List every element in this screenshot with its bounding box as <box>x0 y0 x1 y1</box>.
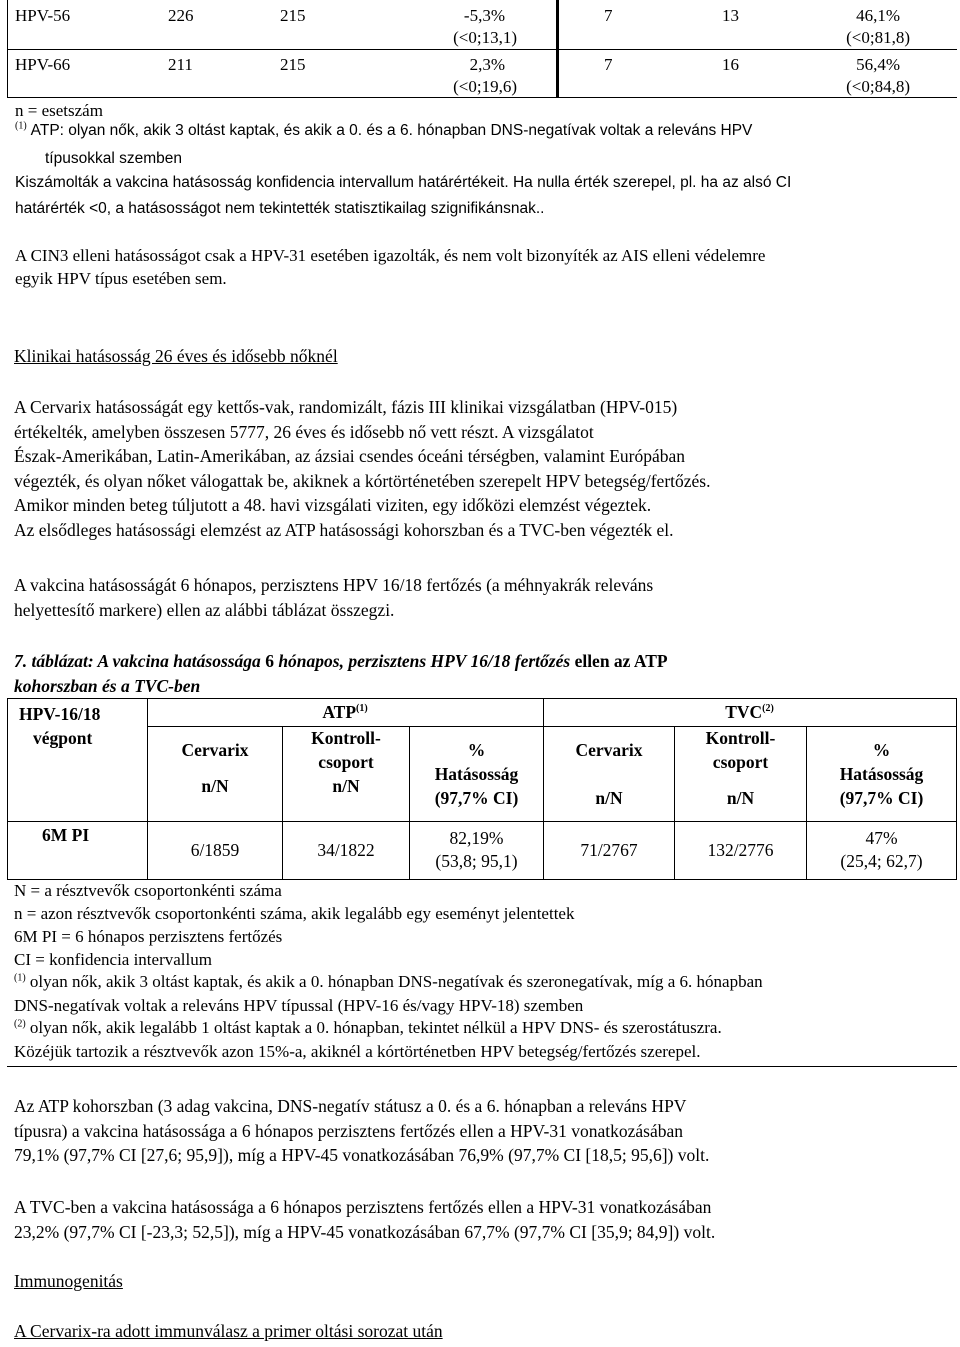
paragraph-line: Amikor minden beteg túljutott a 48. havi vizsgálati viziten, egy időközi elemzést végeztek. <box>14 495 652 515</box>
header-ci: (97,7% CI) <box>434 788 519 808</box>
table-row-label: HPV-56 <box>15 6 71 25</box>
table-note: N = a résztvevők csoportonkénti száma <box>14 881 282 900</box>
table-note: határérték <0, a hatásosságot nem tekintették statisztikailag szignifikánsnak.. <box>15 200 545 217</box>
table-cell: 215 <box>280 6 306 25</box>
table-cell: 211 <box>168 55 193 74</box>
section-heading: A Cervarix-ra adott immunválasz a primer oltási sorozat után <box>14 1321 443 1341</box>
paragraph-line: típusra) a vakcina hatásossága a 6 hónapos perzisztens fertőzés ellen a HPV-31 vonatkozásában <box>14 1120 683 1141</box>
table-row-label: HPV-66 <box>15 55 71 74</box>
table-cell: 47% <box>865 828 898 848</box>
paragraph-line: végezték, és olyan nőket válogattak be, akiknek a kórtörténetében szerepelt HPV betegség/fertőzés. <box>14 470 711 491</box>
header-label: TVC <box>725 702 763 722</box>
footnote <box>15 122 752 140</box>
paragraph <box>14 1195 954 1244</box>
footnote-mark: (2) <box>762 703 774 715</box>
paragraph-line: Az elsődleges hatásossági elemzést az ATP hatásossági kohorszban és a TVC-ben végezték el. <box>14 519 674 540</box>
header-hatasossag: Hatásosság <box>839 764 924 784</box>
footnote-text: olyan nők, akik legalább 1 oltást kaptak a 0. hónapban, tekintet nélkül a HPV DNS- és szerostátuszra. <box>29 1018 722 1037</box>
paragraph-line: 23,2% (97,7% CI [-23,3; 52,5]), míg a HPV-45 vonatkozásában 67,7% (97,7% CI [35,9; 84,9]) volt. <box>14 1221 716 1242</box>
header-kontroll: csoport <box>712 752 769 772</box>
table-cell: 2,3% <box>469 55 505 74</box>
header-tvc <box>543 702 956 723</box>
table-caption-line2: kohorszban és a TVC-ben <box>14 676 201 696</box>
table-cell: (53,8; 95,1) <box>435 851 518 871</box>
table-cell: (<0;13,1) <box>453 28 517 47</box>
footnote-text: Közéjük tartozik a résztvevők azon 15%-a, akiknél a kórtörténetben HPV betegség/fertőzés szerepel. <box>14 1042 701 1061</box>
table-cell: 71/2767 <box>580 840 638 860</box>
header-hatasossag: Hatásosság <box>434 764 519 784</box>
table-note: 6M PI = 6 hónapos perzisztens fertőzés <box>14 927 283 946</box>
table-note: egyik HPV típus esetében sem. <box>15 269 227 288</box>
header-nn: n/N <box>332 776 360 796</box>
header-cell: HPV-16/18 <box>19 704 101 724</box>
table-cell: (<0;19,6) <box>453 77 517 96</box>
table-row-label: 6M PI <box>42 825 90 845</box>
table-border <box>7 698 8 880</box>
caption-text: ellen az ATP <box>574 651 668 671</box>
table-cell: 13 <box>722 6 739 25</box>
footnote-text: ATP: olyan nők, akik 3 oltást kaptak, és akik a 0. és a 6. hónapban DNS-negatívak voltak a releváns HPV <box>30 122 753 139</box>
top-table-line <box>7 97 957 98</box>
header-nn: n/N <box>595 788 623 808</box>
table-cell: 7 <box>604 55 613 74</box>
footnote-mark: (1) <box>14 972 26 984</box>
table-cell: (<0;84,8) <box>846 77 910 96</box>
table-note: A CIN3 elleni hatásosságot csak a HPV-31 esetében igazolták, és nem volt bizonyíték az AIS elleni védelemre <box>15 246 766 265</box>
header-nn: n/N <box>726 788 755 808</box>
table-note: n = azon résztvevők csoportonkénti száma, akik legalább egy eseményt jelentettek <box>14 904 575 923</box>
header-kontroll: Kontroll- <box>705 728 776 748</box>
paragraph-line: Észak-Amerikában, Latin-Amerikában, az ázsiai csendes óceáni térségben, valamint Európában <box>14 446 686 466</box>
table-caption <box>14 651 668 672</box>
header-cervarix: Cervarix <box>181 740 249 760</box>
table-cell: 82,19% <box>449 828 504 848</box>
caption-text: 6 <box>265 651 274 671</box>
table-cell: 7 <box>604 6 613 25</box>
top-table-line <box>7 49 957 50</box>
footnote-mark: (1) <box>15 120 27 132</box>
paragraph-line: értékelték, amelyben összesen 5777, 26 éves és idősebb nő vett részt. A vizsgálatot <box>14 421 594 442</box>
section-heading: Klinikai hatásosság 26 éves és idősebb nőknél <box>14 346 338 366</box>
table-note-underline <box>7 1066 957 1067</box>
table-border <box>147 726 957 727</box>
table-border <box>7 821 957 822</box>
footnote-mark: (1) <box>356 703 368 715</box>
table-cell: 56,4% <box>856 55 900 74</box>
paragraph-line: A vakcina hatásosságát 6 hónapos, perzisztens HPV 16/18 fertőzés (a méhnyakrák releváns <box>14 575 654 595</box>
paragraph-line: A Cervarix hatásosságát egy kettős-vak, randomizált, fázis III klinikai vizsgálatban (HPV-015) <box>14 397 678 417</box>
table-cell: 46,1% <box>856 6 900 25</box>
paragraph-line: Az ATP kohorszban (3 adag vakcina, DNS-negatív státusz a 0. és a 6. hónapban a releváns HPV <box>14 1096 687 1116</box>
header-cervarix: Cervarix <box>575 740 643 760</box>
header-cell: végpont <box>33 728 93 748</box>
table-cell: 215 <box>280 55 306 74</box>
header-pct: % <box>872 740 891 760</box>
table-cell: 226 <box>168 6 194 25</box>
table-note: n = esetszám <box>15 101 103 120</box>
header-label: ATP <box>322 702 357 722</box>
caption-text: hónapos, perzisztens HPV 16/18 fertőzés <box>278 651 571 671</box>
header-pct: % <box>467 740 486 760</box>
paragraph-line: helyettesítő markere) ellen az alábbi táblázat összegzi. <box>14 599 395 620</box>
footnote-text: DNS-negatívak voltak a releváns HPV típussal (HPV-16 és/vagy HPV-18) szemben <box>14 996 584 1015</box>
paragraph-line: 79,1% (97,7% CI [27,6; 95,9]), míg a HPV-45 vonatkozásában 76,9% (97,7% CI [18,5; 95,6]) volt. <box>14 1145 710 1165</box>
caption-number: 7. <box>14 651 28 671</box>
table-border <box>7 698 956 699</box>
paragraph <box>14 573 954 622</box>
paragraph <box>14 1094 954 1168</box>
footnote-text: olyan nők, akik 3 oltást kaptak, és akik a 0. hónapban DNS-negatívak és szeronegatívak, míg a 6. hónapban <box>29 972 763 991</box>
table-cell: 34/1822 <box>317 840 375 860</box>
table-cell: (<0;81,8) <box>846 28 910 47</box>
table-note: CI = konfidencia intervallum <box>14 950 212 969</box>
header-kontroll: csoport <box>318 752 374 772</box>
table-cell: 132/2776 <box>707 840 774 860</box>
table-cell: 6/1859 <box>190 840 240 860</box>
table-cell: 16 <box>722 55 739 74</box>
section-heading: Immunogenitás <box>14 1271 123 1291</box>
header-ci: (97,7% CI) <box>839 788 924 808</box>
footnote <box>14 1018 722 1038</box>
header-atp <box>147 702 543 723</box>
top-table-line <box>556 0 559 98</box>
table-border <box>7 879 957 880</box>
paragraph <box>14 395 954 542</box>
paragraph-line: A TVC-ben a vakcina hatásossága a 6 hónapos perzisztens fertőzés ellen a HPV-31 vonatkozásában <box>14 1197 712 1217</box>
footnote-mark: (2) <box>14 1018 26 1030</box>
footnote <box>14 972 763 992</box>
table-cell: (25,4; 62,7) <box>840 851 923 871</box>
table-note: Kiszámolták a vakcina hatásosság konfidencia intervallum határértékeit. Ha nulla érték szerepel, pl. ha az alsó CI <box>15 174 792 191</box>
header-nn: n/N <box>201 776 229 796</box>
footnote-text: típusokkal szemben <box>45 150 182 167</box>
caption-text: táblázat: A vakcina hatásossága <box>31 651 261 671</box>
table-cell: -5,3% <box>463 6 505 25</box>
header-kontroll: Kontroll- <box>311 728 381 748</box>
